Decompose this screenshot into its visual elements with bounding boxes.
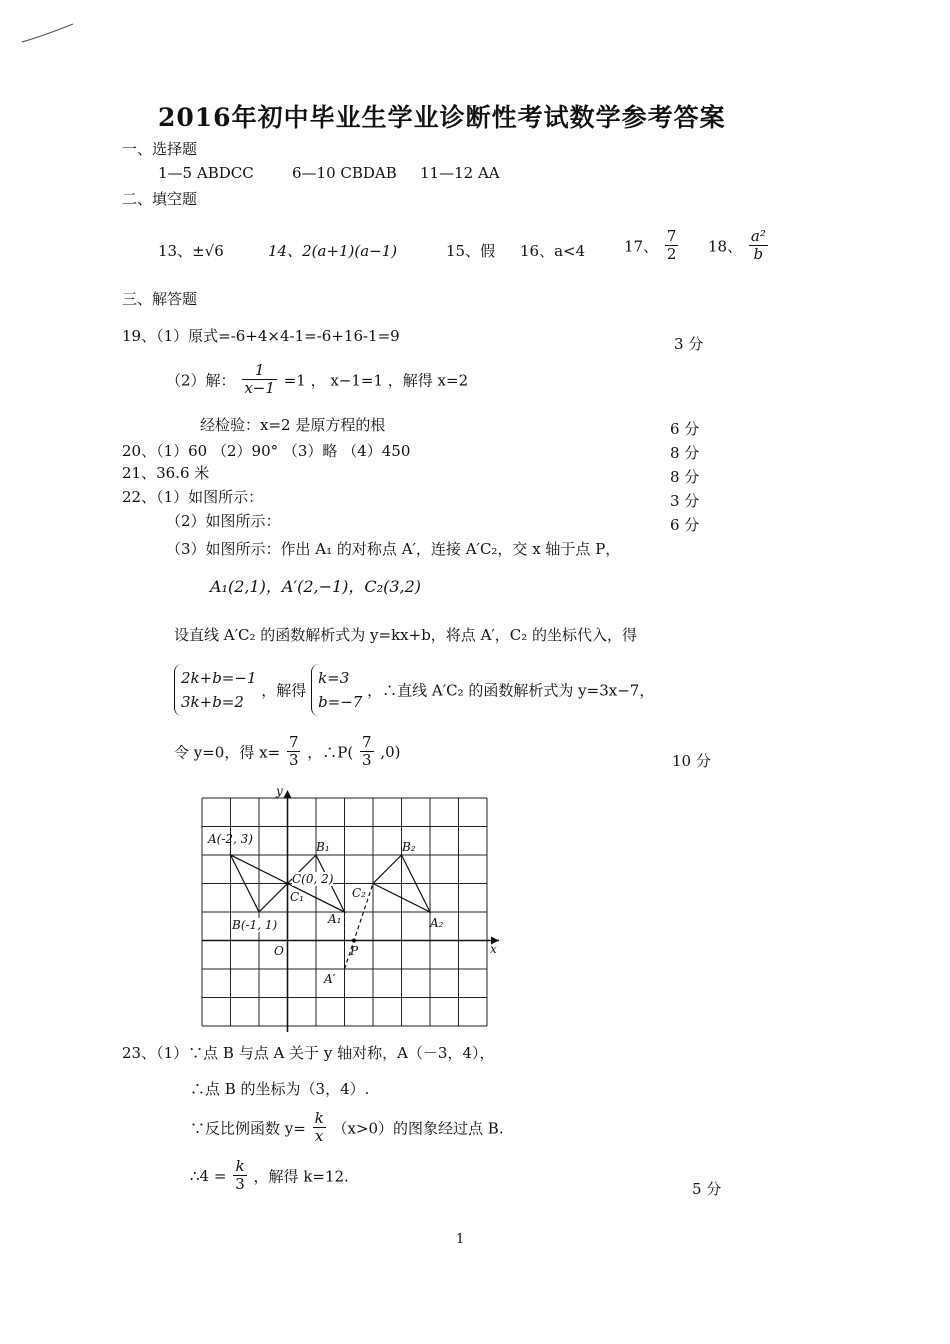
- section-fill-heading: 二、填空题: [122, 190, 198, 208]
- q22-setline: 设直线 A′C₂ 的函数解析式为 y=kx+b，将点 A′，C₂ 的坐标代入，得: [174, 626, 638, 644]
- q22-score2: 6 分: [670, 516, 700, 534]
- q22-score1: 3 分: [670, 492, 700, 510]
- section-choice-heading: 一、选择题: [122, 140, 198, 158]
- point-P: [352, 939, 356, 943]
- q22-score3: 10 分: [672, 752, 711, 770]
- label-C2: C₂: [352, 886, 366, 900]
- choice-answers-2: 6—10 CBDAB: [292, 164, 397, 182]
- q19-score1: 3 分: [674, 335, 704, 353]
- q19-part1: 19、（1）原式=-6+4×4-1=-6+16-1=9: [122, 327, 400, 345]
- page-title: 2016年初中毕业生学业诊断性考试数学参考答案: [158, 103, 726, 132]
- label-B: B(-1, 1): [232, 918, 278, 932]
- choice-answers-1: 1—5 ABDCC: [158, 164, 254, 182]
- grid-svg: [196, 786, 506, 1036]
- section-solve-heading: 三、解答题: [122, 290, 198, 308]
- q23-line4: ∴4 = $\frac{k}{3}$ ，解得 k=12.: [190, 1157, 349, 1194]
- q23-line1: 23、（1）∵点 B 与点 A 关于 y 轴对称，A（－3，4），: [122, 1044, 495, 1062]
- q22-part1: 22、（1）如图所示：: [122, 488, 264, 506]
- fill-q15: 15、假: [446, 242, 496, 260]
- q22-part2: （2）如图所示：: [166, 512, 281, 530]
- q22-system: 2k+b=−1 3k+b=2 ，解得 k=3 b=−7 ，∴直线 A′C₂ 的函数解析式为 y=3x−7，: [174, 664, 654, 716]
- q23-line3: ∵反比例函数 y= $\frac{k}{x}$ （x>0）的图象经过点 B.: [190, 1109, 504, 1146]
- label-A2: A₂: [430, 916, 444, 930]
- fill-q13: 13、±√6: [158, 242, 224, 260]
- label-C1: C₁: [290, 890, 304, 904]
- q22-let: 令 y=0，得 x= $\frac{7}{3}$ ，∴P( $\frac{7}{3}$ ,0): [174, 733, 401, 770]
- q20-score: 8 分: [670, 444, 700, 462]
- q23-score: 5 分: [692, 1180, 722, 1198]
- coordinate-figure: [196, 786, 506, 1036]
- q20-answer: 20、（1）60 （2）90° （3）略 （4）450: [122, 442, 411, 460]
- q22-coords: A₁(2,1)，A′(2,−1)，C₂(3,2): [210, 577, 422, 596]
- fill-q18: 18、 $\frac{\text{a²}}{b}$: [708, 227, 766, 264]
- pen-mark: [18, 18, 78, 48]
- label-y-axis: y: [276, 784, 283, 798]
- y-axis-arrow: [284, 790, 292, 798]
- fill-q14: 14、2(a+1)(a−1): [268, 242, 398, 260]
- label-A1: A₁: [328, 912, 342, 926]
- label-A: A(-2, 3): [208, 832, 253, 846]
- label-Aprime: A′: [324, 972, 336, 986]
- q23-line2: ∴点 B 的坐标为（3，4）.: [190, 1080, 370, 1098]
- label-x-axis: x: [490, 942, 497, 956]
- label-B1: B₁: [316, 840, 330, 854]
- label-P: P: [350, 944, 359, 958]
- choice-answers-3: 11—12 AA: [420, 164, 500, 182]
- q19-check: 经检验：x=2 是原方程的根: [200, 416, 386, 434]
- label-C: C(0, 2): [292, 872, 334, 886]
- fill-q16: 16、a<4: [520, 242, 586, 260]
- q19-part2: （2）解： $\frac{1}{x-1}$ =1 ， x−1=1 ，解得 x=2: [166, 361, 469, 398]
- label-B2: B₂: [402, 840, 416, 854]
- q22-part3: （3）如图所示：作出 A₁ 的对称点 A′，连接 A′C₂，交 x 轴于点 P，: [166, 540, 621, 558]
- q19-score2: 6 分: [670, 420, 700, 438]
- fill-q17: 17、 $\frac{7}{2}$: [624, 227, 677, 264]
- page-number: 1: [456, 1232, 465, 1247]
- q21-answer: 21、36.6 米: [122, 464, 210, 482]
- q21-score: 8 分: [670, 468, 700, 486]
- label-O: O: [274, 944, 284, 958]
